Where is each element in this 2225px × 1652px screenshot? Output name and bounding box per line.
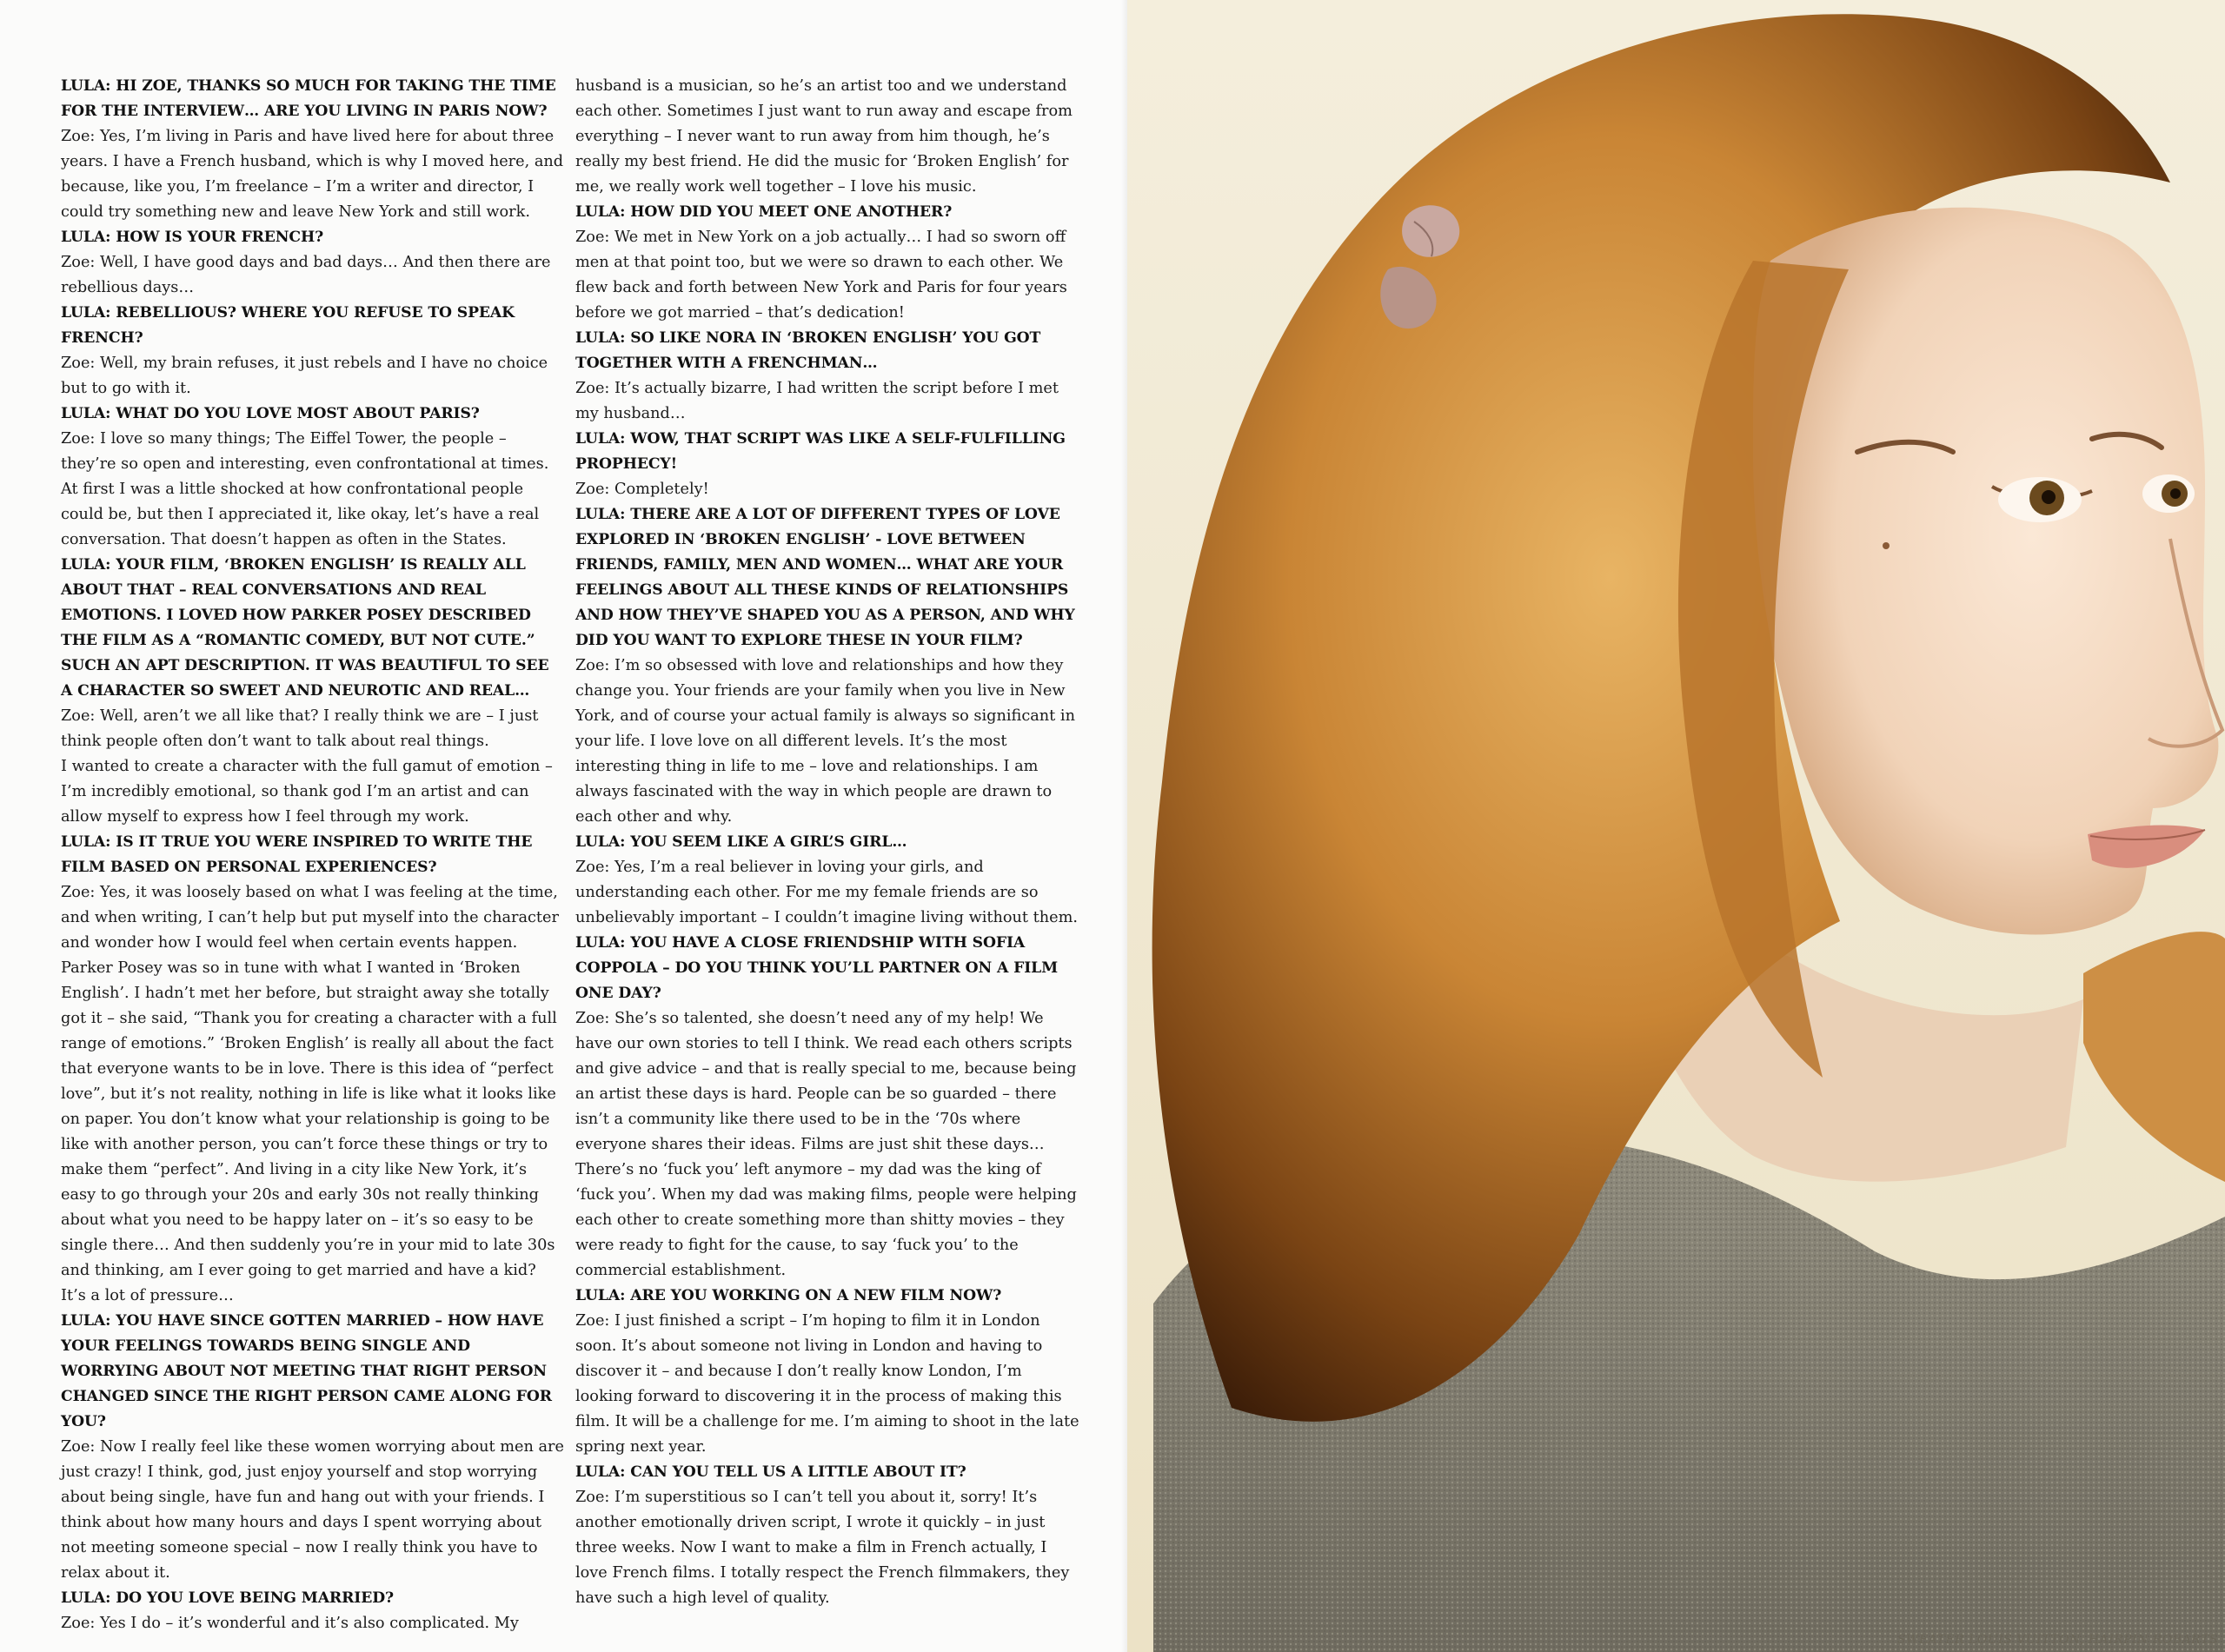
question: LULA: CAN YOU TELL US A LITTLE ABOUT IT?: [575, 1463, 966, 1481]
question: LULA: SO LIKE NORA IN ‘BROKEN ENGLISH’ YOU GOT TOGETHER WITH A FRENCHMAN…: [575, 329, 1041, 372]
answer: Zoe: I’m so obsessed with love and relationships and how they change you. Your friends are your family when you live in New York, and of course your actual family is always so significant in your life. I love love on all different levels. It’s the most interesting thing in life to me – love and relationships. I am always fascinated with the way in which people are drawn to each other and why.: [575, 657, 1075, 826]
portrait-photo: [1127, 0, 2225, 1652]
answer: Zoe: I’m superstitious so I can’t tell you about it, sorry! It’s another emotionally driven script, I wrote it quickly – in just three weeks. Now I want to make a film in French actually, I love French films. I totally respect the French filmmakers, they have such a high level of quality.: [575, 1489, 1070, 1607]
answer: Zoe: I love so many things; The Eiffel Tower, the people – they’re so open and interesting, even confrontational at times. At first I was a little shocked at how confrontational people could be, but then I appreciated it, like okay, let’s have a real conversation. That doesn’t happen as often in the States.: [61, 430, 549, 548]
question: LULA: IS IT TRUE YOU WERE INSPIRED TO WRITE THE FILM BASED ON PERSONAL EXPERIENCES?: [61, 833, 533, 876]
question: LULA: DO YOU LOVE BEING MARRIED?: [61, 1589, 395, 1607]
answer: I wanted to create a character with the full gamut of emotion – I’m incredibly emotional, so thank god I’m an artist and can allow myself to express how I feel through my work.: [61, 758, 553, 826]
question: LULA: REBELLIOUS? WHERE YOU REFUSE TO SPEAK FRENCH?: [61, 304, 515, 347]
right-pupil: [2170, 488, 2181, 499]
beauty-mark: [1883, 542, 1890, 549]
answer: Zoe: Yes, it was loosely based on what I was feeling at the time, and when writing, I can’t help but put myself into the character and wonder how I would feel when certain events happen. Parker Posey was so in tune with what I wanted in ‘Broken English’. I hadn’t met her before, but straight away she totally got it – she said, “Thank you for creating a character with a full range of emotions.” ‘Broken English’ is really all about the fact that everyone wants to be in love. There is this idea of “perfect love”, but it’s not reality, nothing in life is like what it looks like on paper. You don’t know what your relationship is going to be like with another person, you can’t force these things or try to make them “perfect”. And living in a city like New York, it’s easy to go through your 20s and early 30s not really thinking about what you need to be happy later on – it’s so easy to be single there… And then suddenly you’re in your mid to late 30s and thinking, am I ever going to get married and have a kid? It’s a lot of pressure…: [61, 884, 559, 1304]
question: LULA: ARE YOU WORKING ON A NEW FILM NOW?: [575, 1287, 1002, 1304]
answer: Zoe: Now I really feel like these women worrying about men are just crazy! I think, god, just enjoy yourself and stop worrying about being single, have fun and hang out with your friends. I think about how many hours and days I spent worrying about not meeting someone special – now I really think you have to relax about it.: [61, 1438, 564, 1582]
question: LULA: HI ZOE, THANKS SO MUCH FOR TAKING THE TIME FOR THE INTERVIEW… ARE YOU LIVING IN PARIS NOW?: [61, 77, 556, 120]
answer: Zoe: Yes, I’m living in Paris and have lived here for about three years. I have a French husband, which is why I moved here, and because, like you, I’m freelance – I’m a writer and director, I could try something new and leave New York and still work.: [61, 128, 564, 221]
question: LULA: HOW DID YOU MEET ONE ANOTHER?: [575, 203, 953, 221]
question: LULA: HOW IS YOUR FRENCH?: [61, 229, 324, 246]
portrait-illustration: [1127, 0, 2225, 1652]
answer: Zoe: Completely!: [575, 481, 709, 498]
answer: Zoe: I just finished a script – I’m hoping to film it in London soon. It’s about someone not living in London and having to discover it – and because I don’t really know London, I’m looking forward to discovering it in the process of making this film. It will be a challenge for me. I’m aiming to shoot in the late spring next year.: [575, 1312, 1079, 1456]
answer: Zoe: Well, my brain refuses, it just rebels and I have no choice but to go with it.: [61, 355, 548, 397]
question: LULA: WHAT DO YOU LOVE MOST ABOUT PARIS?: [61, 405, 480, 422]
interview-column-1: [61, 74, 565, 1636]
question: LULA: YOU HAVE A CLOSE FRIENDSHIP WITH SOFIA COPPOLA – DO YOU THINK YOU’LL PARTNER ON A FILM ONE DAY?: [575, 934, 1059, 1002]
question: LULA: YOU HAVE SINCE GOTTEN MARRIED – HOW HAVE YOUR FEELINGS TOWARDS BEING SINGLE AND WORRYING ABOUT NOT MEETING THAT RIGHT PERSON CHANGED SINCE THE RIGHT PERSON CAME ALONG FOR YOU?: [61, 1312, 552, 1430]
answer: Zoe: Yes I do – it’s wonderful and it’s also complicated. My: [61, 1615, 519, 1632]
interview-column-2: [575, 74, 1079, 1611]
question: LULA: THERE ARE A LOT OF DIFFERENT TYPES OF LOVE EXPLORED IN ‘BROKEN ENGLISH’ - LOVE BETWEEN FRIENDS, FAMILY, MEN AND WOMEN… WHAT ARE YOUR FEELINGS ABOUT ALL THESE KINDS OF RELATIONSHIPS AND HOW THEY’VE SHAPED YOU AS A PERSON, AND WHY DID YOU WANT TO EXPLORE THESE IN YOUR FILM?: [575, 506, 1075, 649]
answer: Zoe: Yes, I’m a real believer in loving your girls, and understanding each other. For me my female friends are so unbelievably important – I couldn’t imagine living without them.: [575, 859, 1079, 926]
answer: husband is a musician, so he’s an artist too and we understand each other. Sometimes I just want to run away and escape from everything – I never want to run away from him though, he’s really my best friend. He did the music for ‘Broken English’ for me, we really work well together – I love his music.: [575, 77, 1073, 196]
answer: Zoe: She’s so talented, she doesn’t need any of my help! We have our own stories to tell I think. We read each others scripts and give advice – and that is really special to me, because being an artist these days is hard. People can be so guarded – there isn’t a community like there used to be in the ‘70s where everyone shares their ideas. Films are just shit these days… There’s no ‘fuck you’ left anymore – my dad was the king of ‘fuck you’. When my dad was making films, people were helping each other to create something more than shitty movies – they were ready to fight for the cause, to say ‘fuck you’ to the commercial establishment.: [575, 1010, 1077, 1279]
answer: Zoe: Well, I have good days and bad days… And then there are rebellious days…: [61, 254, 551, 296]
left-pupil: [2042, 490, 2056, 504]
question: LULA: YOU SEEM LIKE A GIRL’S GIRL…: [575, 833, 907, 851]
question: LULA: WOW, THAT SCRIPT WAS LIKE A SELF-FULFILLING PROPHECY!: [575, 430, 1066, 473]
photo-credit: SWEATER LOUIS VUITTON, HAIRPIN ROBARTS: [1896, 1633, 2218, 1647]
answer: Zoe: It’s actually bizarre, I had written the script before I met my husband…: [575, 380, 1059, 422]
answer: Zoe: Well, aren’t we all like that? I really think we are – I just think people often don’t want to talk about real things.: [61, 707, 539, 750]
question: LULA: YOUR FILM, ‘BROKEN ENGLISH’ IS REALLY ALL ABOUT THAT – REAL CONVERSATIONS AND REAL EMOTIONS. I LOVED HOW PARKER POSEY DESCRIBED THE FILM AS A “ROMANTIC COMEDY, BUT NOT CUTE.” SUCH AN APT DESCRIPTION. IT WAS BEAUTIFUL TO SEE A CHARACTER SO SWEET AND NEUROTIC AND REAL…: [61, 556, 549, 700]
answer: Zoe: We met in New York on a job actually… I had so sworn off men at that point too, but we were so drawn to each other. We flew back and forth between New York and Paris for four years before we got married – that’s dedication!: [575, 229, 1067, 322]
